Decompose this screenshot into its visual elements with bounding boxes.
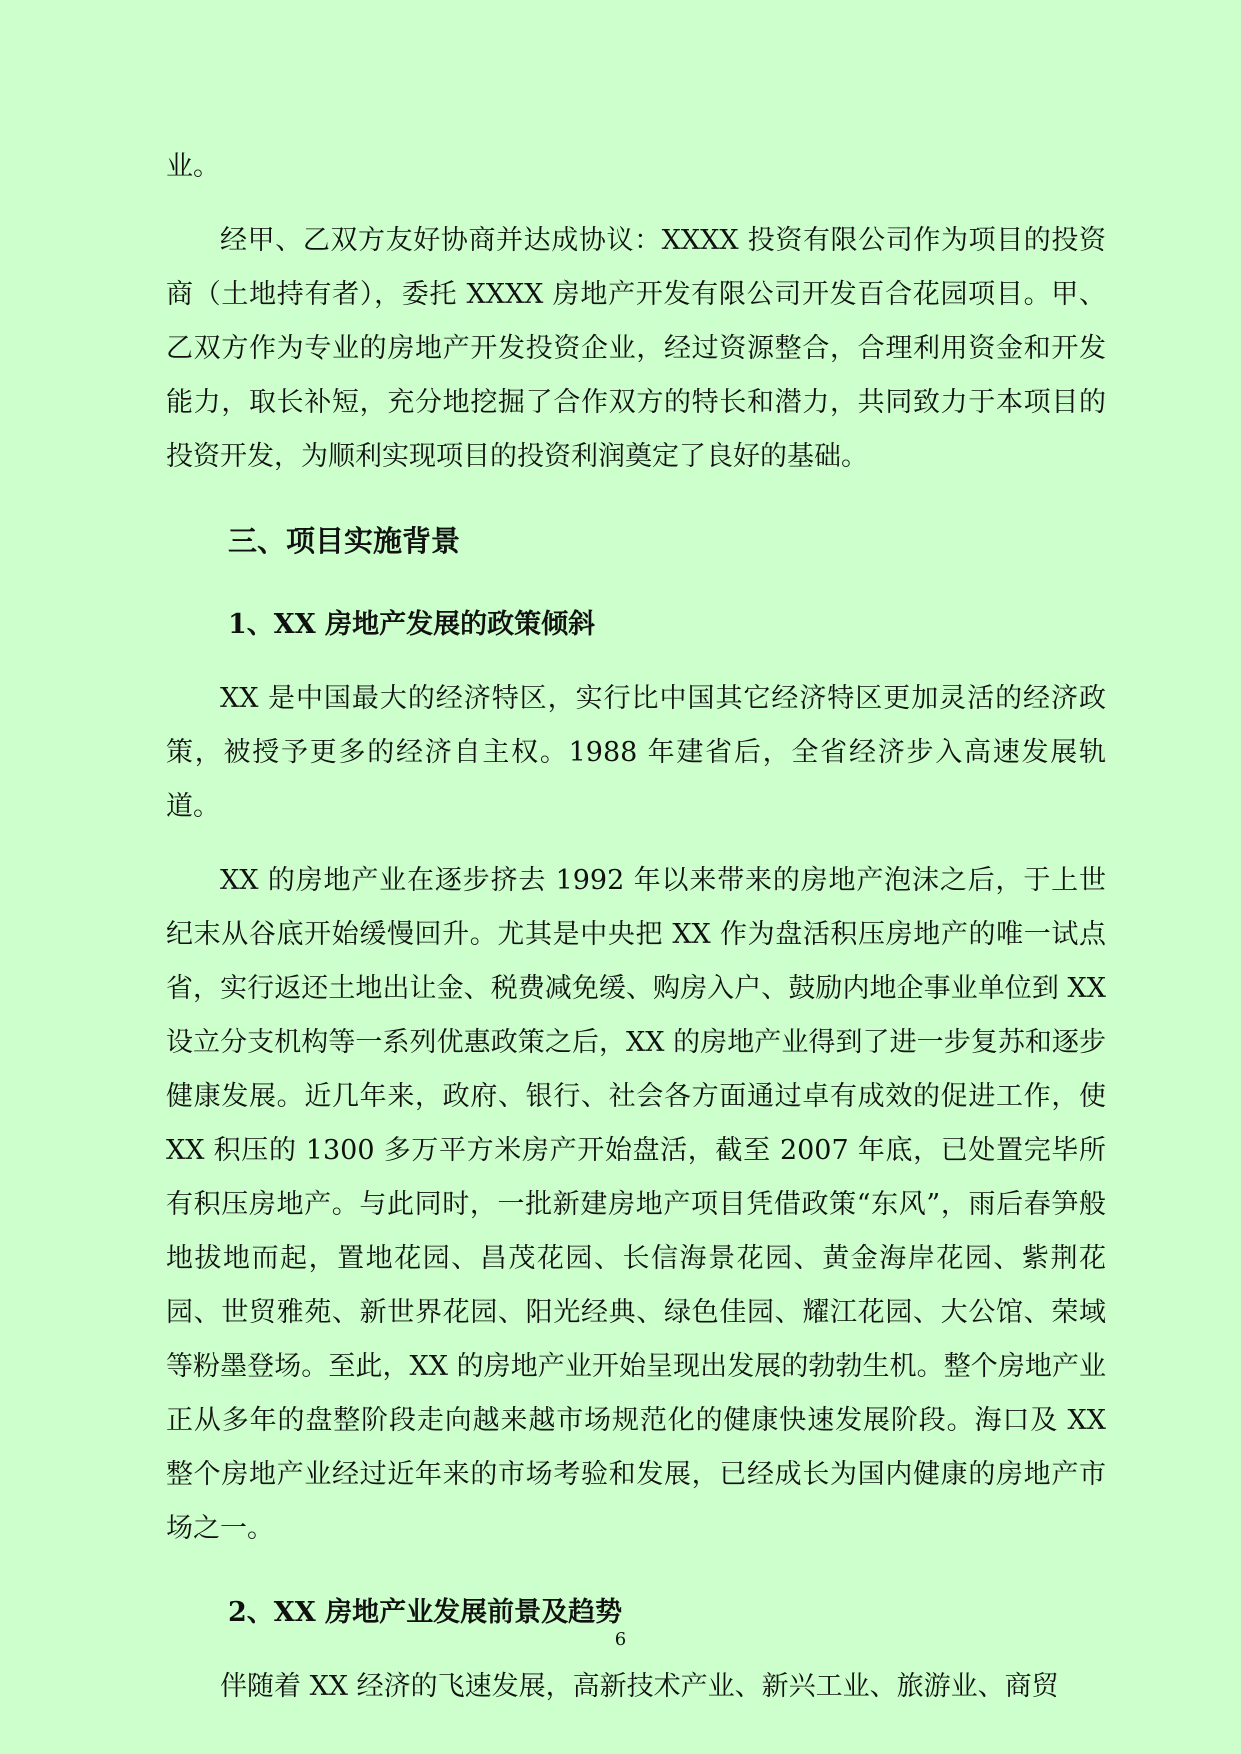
subsection-heading-1: 1、XX 房地产发展的政策倾斜 [228, 609, 596, 640]
paragraph-policy-1: XX 是中国最大的经济特区，实行比中国其它经济特区更加灵活的经济政策，被授予更多的经济自主权。1988 年建省后，全省经济步入高速发展轨道。 [166, 683, 1106, 822]
section-heading: 三、项目实施背景 [228, 524, 461, 558]
paragraph-outlook-1: 伴随着 XX 经济的飞速发展，高新技术产业、新兴工业、旅游业、商贸 [220, 1671, 1059, 1702]
subsection-heading-2: 2、XX 房地产业发展前景及趋势 [228, 1597, 623, 1628]
paragraph-continuation: 业。 [166, 151, 220, 182]
paragraph-policy-2: XX 的房地产业在逐步挤去 1992 年以来带来的房地产泡沫之后，于上世纪末从谷底开始缓慢回升。尤其是中央把 XX 作为盘活积压房地产的唯一试点省，实行返还土地出让金、税费减免缓、购房入户、鼓励内地企事业单位到 XX 设立分支机构等一系列优惠政策之后，XX 的房地产业得到了进一步复苏和逐步健康发展。近几年来，政府、银行、社会各方面通过卓有成效的促进工作，使 XX 积压的 1300 多万平方米房产开始盘活，截至 2007 年底，已处置完毕所有积压房地产。与此同时，一批新建房地产项目凭借政策“东风”，雨后春笋般地拔地而起，置地花园、昌茂花园、长信海景花园、黄金海岸花园、紫荆花园、世贸雅苑、新世界花园、阳光经典、绿色佳园、耀江花园、大公馆、荣域等粉墨登场。至此，XX 的房地产业开始呈现出发展的勃勃生机。整个房地产业正从多年的盘整阶段走向越来越市场规范化的健康快速发展阶段。海口及 XX 整个房地产业经过近年来的市场考验和发展，已经成长为国内健康的房地产市场之一。 [166, 865, 1106, 1544]
document-page [166, 140, 1106, 1714]
page-number: 6 [614, 1629, 627, 1650]
paragraph-agreement: 经甲、乙双方友好协商并达成协议：XXXX 投资有限公司作为项目的投资商（土地持有者），委托 XXXX 房地产开发有限公司开发百合花园项目。甲、乙双方作为专业的房地产开发投资企业，经过资源整合，合理利用资金和开发能力，取长补短，充分地挖掘了合作双方的特长和潜力，共同致力于本项目的投资开发，为顺利实现项目的投资利润奠定了良好的基础。 [166, 225, 1106, 472]
